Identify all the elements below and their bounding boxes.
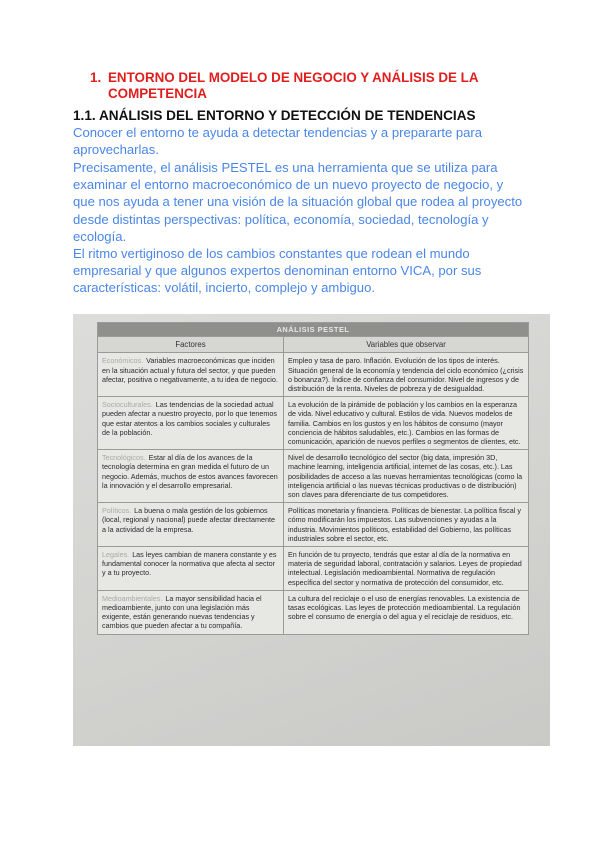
paragraph-entorno: Conocer el entorno te ayuda a detectar tendencias y a prepararte para aprovecharlas. — [73, 125, 483, 158]
variables-cell: La evolución de la pirámide de población y los cambios en la esperanza de vida. Nivel educativo y cultural. Estilos de vida. Nuevos modelos de familia. Cambios en los gustos y en los hábitos de consumo (mayor conciencia de hábitos saludables, etc.). Cambios en las formas de comunicación, aparición de nuevos perfiles o segmentos de clientes, etc. — [284, 397, 529, 450]
factor-text: Estar al día de los avances de la tecnología determina en gran medida el futuro de un negocio. Además, muchos de estos avances favorecen la innovación y el desarrollo empresarial. — [102, 453, 278, 490]
factor-text: Las leyes cambian de manera constante y es fundamental conocer la normativa que afecta al sector y a tu proyecto. — [102, 550, 277, 578]
table-header-variables: Variables que observar — [284, 337, 529, 353]
table-title: ANÁLISIS PESTEL — [98, 323, 529, 337]
variables-cell: La cultura del reciclaje o el uso de energías renovables. La existencia de tasas ecológicas. Las leyes de protección medioambiental. La regulación sobre el consumo de energía o del agua y el reciclaje de residuos, etc. — [284, 590, 529, 634]
factor-text: La buena o mala gestión de los gobiernos (local, regional y nacional) puede afectar directamente a la actividad de la empresa. — [102, 506, 275, 534]
factor-cell — [98, 450, 284, 503]
factor-label: Económicos. — [102, 356, 144, 366]
table-row — [98, 547, 529, 591]
pestel-table — [97, 322, 529, 635]
pestel-table-photo — [73, 314, 550, 746]
variables-cell: Nivel de desarrollo tecnológico del sector (big data, impresión 3D, machine learning, inteligencia artificial, internet de las cosas, etc.). Las posibilidades de acceso a las nuevas herramientas tecnológicas (como la inteligencia artificial o las nuevas técnicas productivas o de distribución) son claves para diferenciarte de tus competidores. — [284, 450, 529, 503]
factor-cell — [98, 547, 284, 591]
heading-2: 1.1. ANÁLISIS DEL ENTORNO Y DETECCIÓN DE TENDENCIAS — [73, 108, 476, 123]
variables-cell: Políticas monetaria y financiera. Políticas de bienestar. La política fiscal y cómo modificarán los impuestos. Las subvenciones y ayudas a la industria. Movimientos políticos, estabilidad del Gobierno, las políticas industriales sobre el sector, etc. — [284, 503, 529, 547]
table-row — [98, 450, 529, 503]
variables-cell: En función de tu proyecto, tendrás que estar al día de la normativa en materia de seguridad laboral, contratación y salarios. Leyes de propiedad intelectual. Legislación medioambiental. Normativa de regulación específica del sector y normativa de protección del consumidor, etc. — [284, 547, 529, 591]
factor-text: La mayor sensibilidad hacia el medioambiente, junto con una legislación más exigente, están generando nuevas tendencias y cambios que pueden afectar a tu compañía. — [102, 593, 262, 631]
factor-text: Variables macroeconómicas que inciden en la situación actual y futura del sector, y que pueden afectar, positiva o negativamente, a tu idea de negocio. — [102, 356, 278, 384]
factor-cell — [98, 503, 284, 547]
factor-cell — [98, 353, 284, 397]
paragraph-pestel: Precisamente, el análisis PESTEL es una herramienta que se utiliza para examinar el entorno macroeconómico de un nuevo proyecto de negocio, y que nos ayuda a tener una visión de la situación global que rodea al proyecto desde distintas perspectivas: política, economía, sociedad, tecnología y ecología. — [73, 160, 523, 244]
factor-cell — [98, 397, 284, 450]
factor-text: Las tendencias de la sociedad actual pueden afectar a nuestro proyecto, por lo que tenemos que estar atentos a los cambios sociales y culturales de la población. — [102, 400, 278, 437]
heading-1-text: ENTORNO DEL MODELO DE NEGOCIO Y ANÁLISIS DE LA COMPETENCIA — [108, 70, 479, 101]
table-row — [98, 353, 529, 397]
table-row — [98, 397, 529, 450]
factor-label: Medioambientales. — [102, 593, 163, 603]
table-header-factores: Factores — [98, 337, 284, 353]
factor-label: Tecnológicos. — [102, 453, 146, 463]
paragraph-vica: El ritmo vertiginoso de los cambios constantes que rodean el mundo empresarial y que algunos expertos denominan entorno VICA, por sus características: volátil, incierto, complejo y ambiguo. — [73, 246, 482, 296]
variables-cell: Empleo y tasa de paro. Inflación. Evolución de los tipos de interés. Situación general de la economía y tendencia del ciclo económico (¿crisis o bonanza?). Índice de confianza del consumidor. Nivel de ingresos y de distribución de la renta. Niveles de pobreza y de desigualdad. — [284, 353, 529, 397]
factor-label: Socioculturales. — [102, 400, 153, 410]
heading-1-number: 1. — [90, 70, 102, 85]
factor-label: Legales. — [102, 550, 130, 560]
table-row — [98, 590, 529, 634]
factor-cell — [98, 590, 284, 634]
heading-1 — [90, 70, 530, 102]
table-row — [98, 503, 529, 547]
factor-label: Políticos. — [102, 506, 132, 516]
